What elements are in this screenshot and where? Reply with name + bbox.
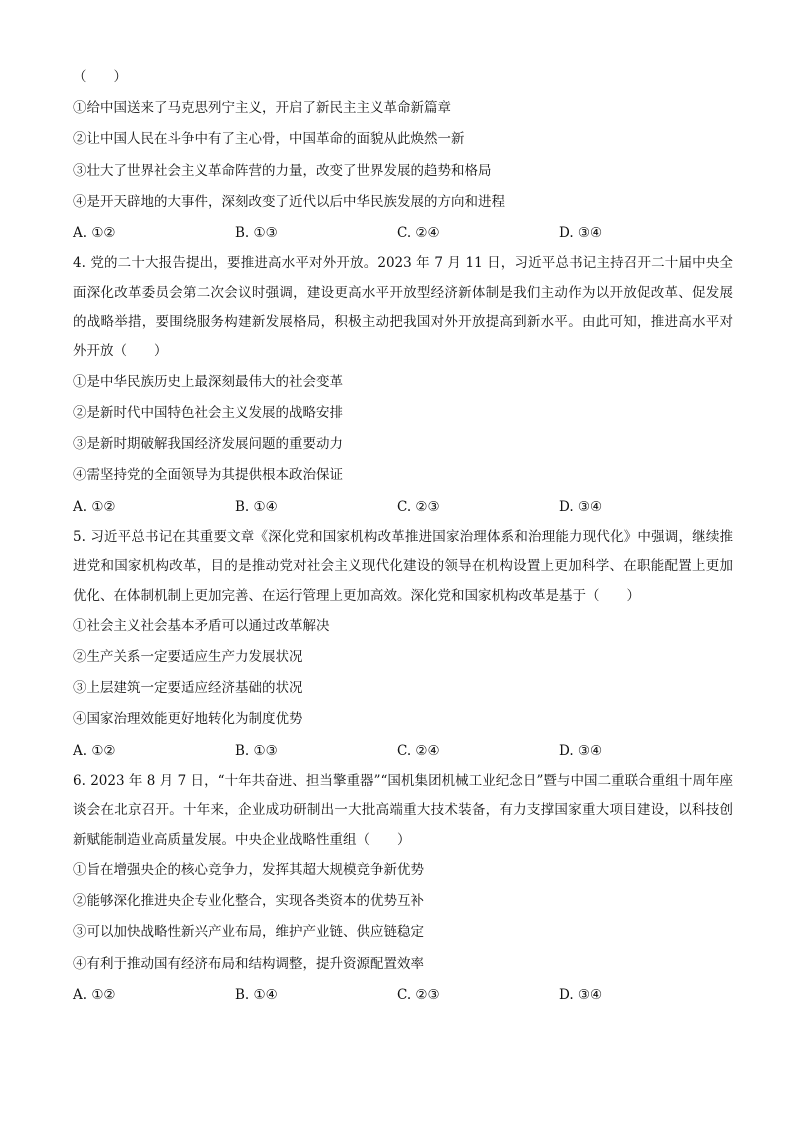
choice-item: ③壮大了世界社会主义革命阵营的力量，改变了世界发展的趋势和格局	[73, 162, 492, 179]
answer-options	[73, 218, 733, 249]
option-b: B. ①④	[235, 986, 278, 1003]
choice-item: ①社会主义社会基本矛盾可以通过改革解决	[73, 617, 330, 634]
option-a: A. ①②	[73, 742, 116, 759]
choice-item: ②能够深化推进央企专业化整合，实现各类资本的优势互补	[73, 893, 424, 910]
choice-item: ③是新时期破解我国经济发展问题的重要动力	[73, 436, 343, 453]
option-a: A. ①②	[73, 986, 116, 1003]
question-4	[73, 249, 733, 523]
choice-item: ③可以加快战略性新兴产业布局，维护产业链、供应链稳定	[73, 924, 424, 941]
answer-options	[73, 736, 733, 767]
choice-item: ④是开天辟地的大事件，深刻改变了近代以后中华民族发展的方向和进程	[73, 193, 505, 210]
question-stem: 6. 2023 年 8 月 7 日，“十年共奋进、担当擎重器”“国机集团机械工业纪念日”暨与中国二重联合重组十周年座谈会在北京召开。十年来，企业成功研制出一大批高端重大技术装备，有力支撑国家重大项目建设，以科技创新赋能制造业高质量发展。中央企业战略性重组（ ）	[73, 772, 733, 848]
option-a: A. ①②	[73, 224, 116, 241]
choice-item: ②生产关系一定要适应生产力发展状况	[73, 649, 303, 666]
choice-item: ④国家治理效能更好地转化为制度优势	[73, 711, 303, 728]
option-b: B. ①④	[235, 498, 278, 515]
option-c: C. ②③	[397, 986, 440, 1003]
option-c: C. ②④	[397, 224, 440, 241]
question-stem: 4. 党的二十大报告提出，要推进高水平对外开放。2023 年 7 月 11 日，习近平总书记主持召开二十届中央全面深化改革委员会第二次会议时强调，建设更高水平开放型经济新体制是我们主动作为以开放促改革、促发展的战略举措，要围绕服务构建新发展格局，积极主动把我国对外开放提高到新水平。由此可知，推进高水平对外开放（ ）	[73, 255, 733, 360]
question-3-tail	[73, 62, 733, 249]
question-stem: 5. 习近平总书记在其重要文章《深化党和国家机构改革推进国家治理体系和治理能力现代化》中强调，继续推进党和国家机构改革，目的是推动党对社会主义现代化建设的领导在机构设置上更加科学、在职能配置上更加优化、在体制机制上更加完善、在运行管理上更加高效。深化党和国家机构改革是基于（ ）	[73, 528, 733, 604]
option-c: C. ②③	[397, 498, 440, 515]
choice-item: ④有利于推动国有经济布局和结构调整，提升资源配置效率	[73, 955, 424, 972]
option-d: D. ③④	[559, 986, 603, 1003]
question-6	[73, 767, 733, 1011]
choice-item: ③上层建筑一定要适应经济基础的状况	[73, 680, 303, 697]
answer-options	[73, 492, 733, 523]
option-d: D. ③④	[559, 742, 603, 759]
option-c: C. ②④	[397, 742, 440, 759]
choice-item: ①旨在增强央企的核心竞争力，发挥其超大规模竞争新优势	[73, 862, 424, 879]
option-a: A. ①②	[73, 498, 116, 515]
question-5	[73, 523, 733, 767]
answer-paren: （ ）	[73, 69, 127, 85]
choice-item: ④需坚持党的全面领导为其提供根本政治保证	[73, 467, 343, 484]
choice-item: ①是中华民族历史上最深刻最伟大的社会变革	[73, 373, 343, 390]
choice-item: ②是新时代中国特色社会主义发展的战略安排	[73, 404, 343, 421]
option-d: D. ③④	[559, 498, 603, 515]
option-d: D. ③④	[559, 224, 603, 241]
exam-page	[73, 62, 733, 1011]
choice-item: ②让中国人民在斗争中有了主心骨，中国革命的面貌从此焕然一新	[73, 131, 465, 148]
option-b: B. ①③	[235, 224, 278, 241]
option-b: B. ①③	[235, 742, 278, 759]
answer-options	[73, 980, 733, 1011]
choice-item: ①给中国送来了马克思列宁主义，开启了新民主主义革命新篇章	[73, 100, 451, 117]
